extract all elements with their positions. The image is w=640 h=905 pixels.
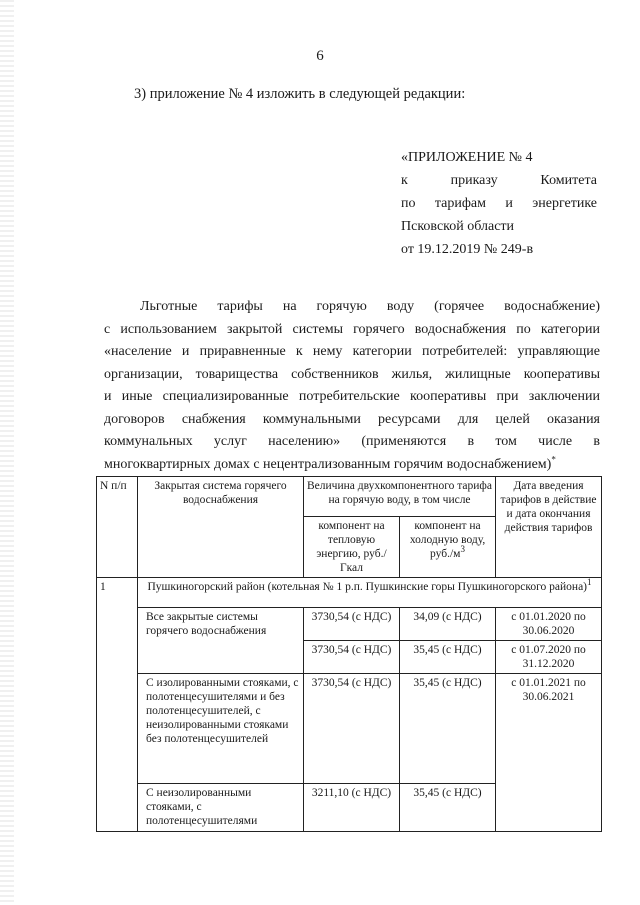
header-cold bbox=[400, 517, 496, 578]
appendix-line: Псковской области bbox=[401, 219, 515, 234]
date-cell: с 01.01.2021 по 30.06.2021 bbox=[496, 674, 602, 832]
cold-cell: 35,45 (с НДС) bbox=[400, 674, 496, 784]
appendix-date: от 19.12.2019 № 249-в bbox=[401, 242, 534, 257]
page-number: 6 bbox=[316, 48, 324, 64]
heat-cell: 3730,54 (с НДС) bbox=[304, 674, 400, 784]
header-num: N п/п bbox=[97, 477, 138, 578]
header-cold-text: компонент на холодную воду, руб./м bbox=[409, 520, 486, 560]
tariff-heading bbox=[104, 296, 600, 476]
heading-line: «население и приравненные к нему категории потребителей: управляющие bbox=[104, 344, 600, 359]
header-tariff: Величина двухкомпонентного тарифа на горячую воду, в том числе bbox=[304, 477, 496, 517]
heading-line-text: многоквартирных домах с нецентрализованным горячим водоснабжением) bbox=[104, 456, 552, 472]
appendix-title: «ПРИЛОЖЕНИЕ № 4 bbox=[401, 150, 533, 165]
cold-cell: 34,09 (с НДС) bbox=[400, 608, 496, 641]
section-title-text: Пушкиногорский район (котельная № 1 р.п. Пушкинские горы Пушкиногорского района) bbox=[147, 581, 588, 593]
heading-line: Льготные тарифы на горячую воду (горячее водоснабжение) bbox=[140, 299, 600, 314]
heading-line: организации, товарищества собственников жилья, жилищные кооперативы bbox=[104, 366, 600, 382]
footnote-mark: 1 bbox=[587, 577, 592, 588]
appendix-line: по тарифам и энергетике bbox=[401, 196, 597, 211]
heat-cell: 3730,54 (с НДС) bbox=[304, 641, 400, 674]
heat-cell: 3211,10 (с НДС) bbox=[304, 784, 400, 832]
system-cell: С изолированными стояками, с полотенцесушителями и без полотенцесушителей, с неизолированными стояками без полотенцесушителей bbox=[138, 674, 304, 784]
heading-line bbox=[104, 454, 600, 477]
appendix-line: к приказу Комитета bbox=[401, 173, 597, 188]
heading-line: и иные специализированные потребительские кооперативы при заключении bbox=[104, 389, 600, 404]
tariff-table bbox=[96, 476, 602, 832]
system-cell: С неизолированными стояками, с полотенцесушителями bbox=[138, 784, 304, 832]
heat-cell: 3730,54 (с НДС) bbox=[304, 608, 400, 641]
header-date: Дата введения тарифов в действие и дата окончания действия тарифов bbox=[496, 477, 602, 578]
cold-cell: 35,45 (с НДС) bbox=[400, 641, 496, 674]
heading-line: договоров снабжения коммунальными ресурсами для целей оказания bbox=[104, 411, 600, 427]
cubic-mark: 3 bbox=[460, 544, 465, 555]
system-cell: Все закрытые системы горячего водоснабжения bbox=[138, 608, 304, 674]
appendix-header bbox=[401, 146, 597, 261]
heading-line: коммунальных услуг населению» (применяются в том числе в bbox=[104, 434, 600, 449]
heading-line: с использованием закрытой системы горячего водоснабжения по категории bbox=[104, 321, 600, 337]
cold-cell: 35,45 (с НДС) bbox=[400, 784, 496, 832]
scan-edge bbox=[0, 0, 14, 905]
date-cell: с 01.01.2020 по 30.06.2020 bbox=[496, 608, 602, 641]
footnote-mark: * bbox=[551, 453, 556, 464]
date-cell: с 01.07.2020 по 31.12.2020 bbox=[496, 641, 602, 674]
row-num: 1 bbox=[97, 578, 138, 832]
amendment-intro: 3) приложение № 4 изложить в следующей редакции: bbox=[134, 86, 466, 102]
section-title bbox=[138, 578, 602, 608]
header-heat: компонент на тепловую энергию, руб./Гкал bbox=[304, 517, 400, 578]
header-system: Закрытая система горячего водоснабжения bbox=[138, 477, 304, 578]
